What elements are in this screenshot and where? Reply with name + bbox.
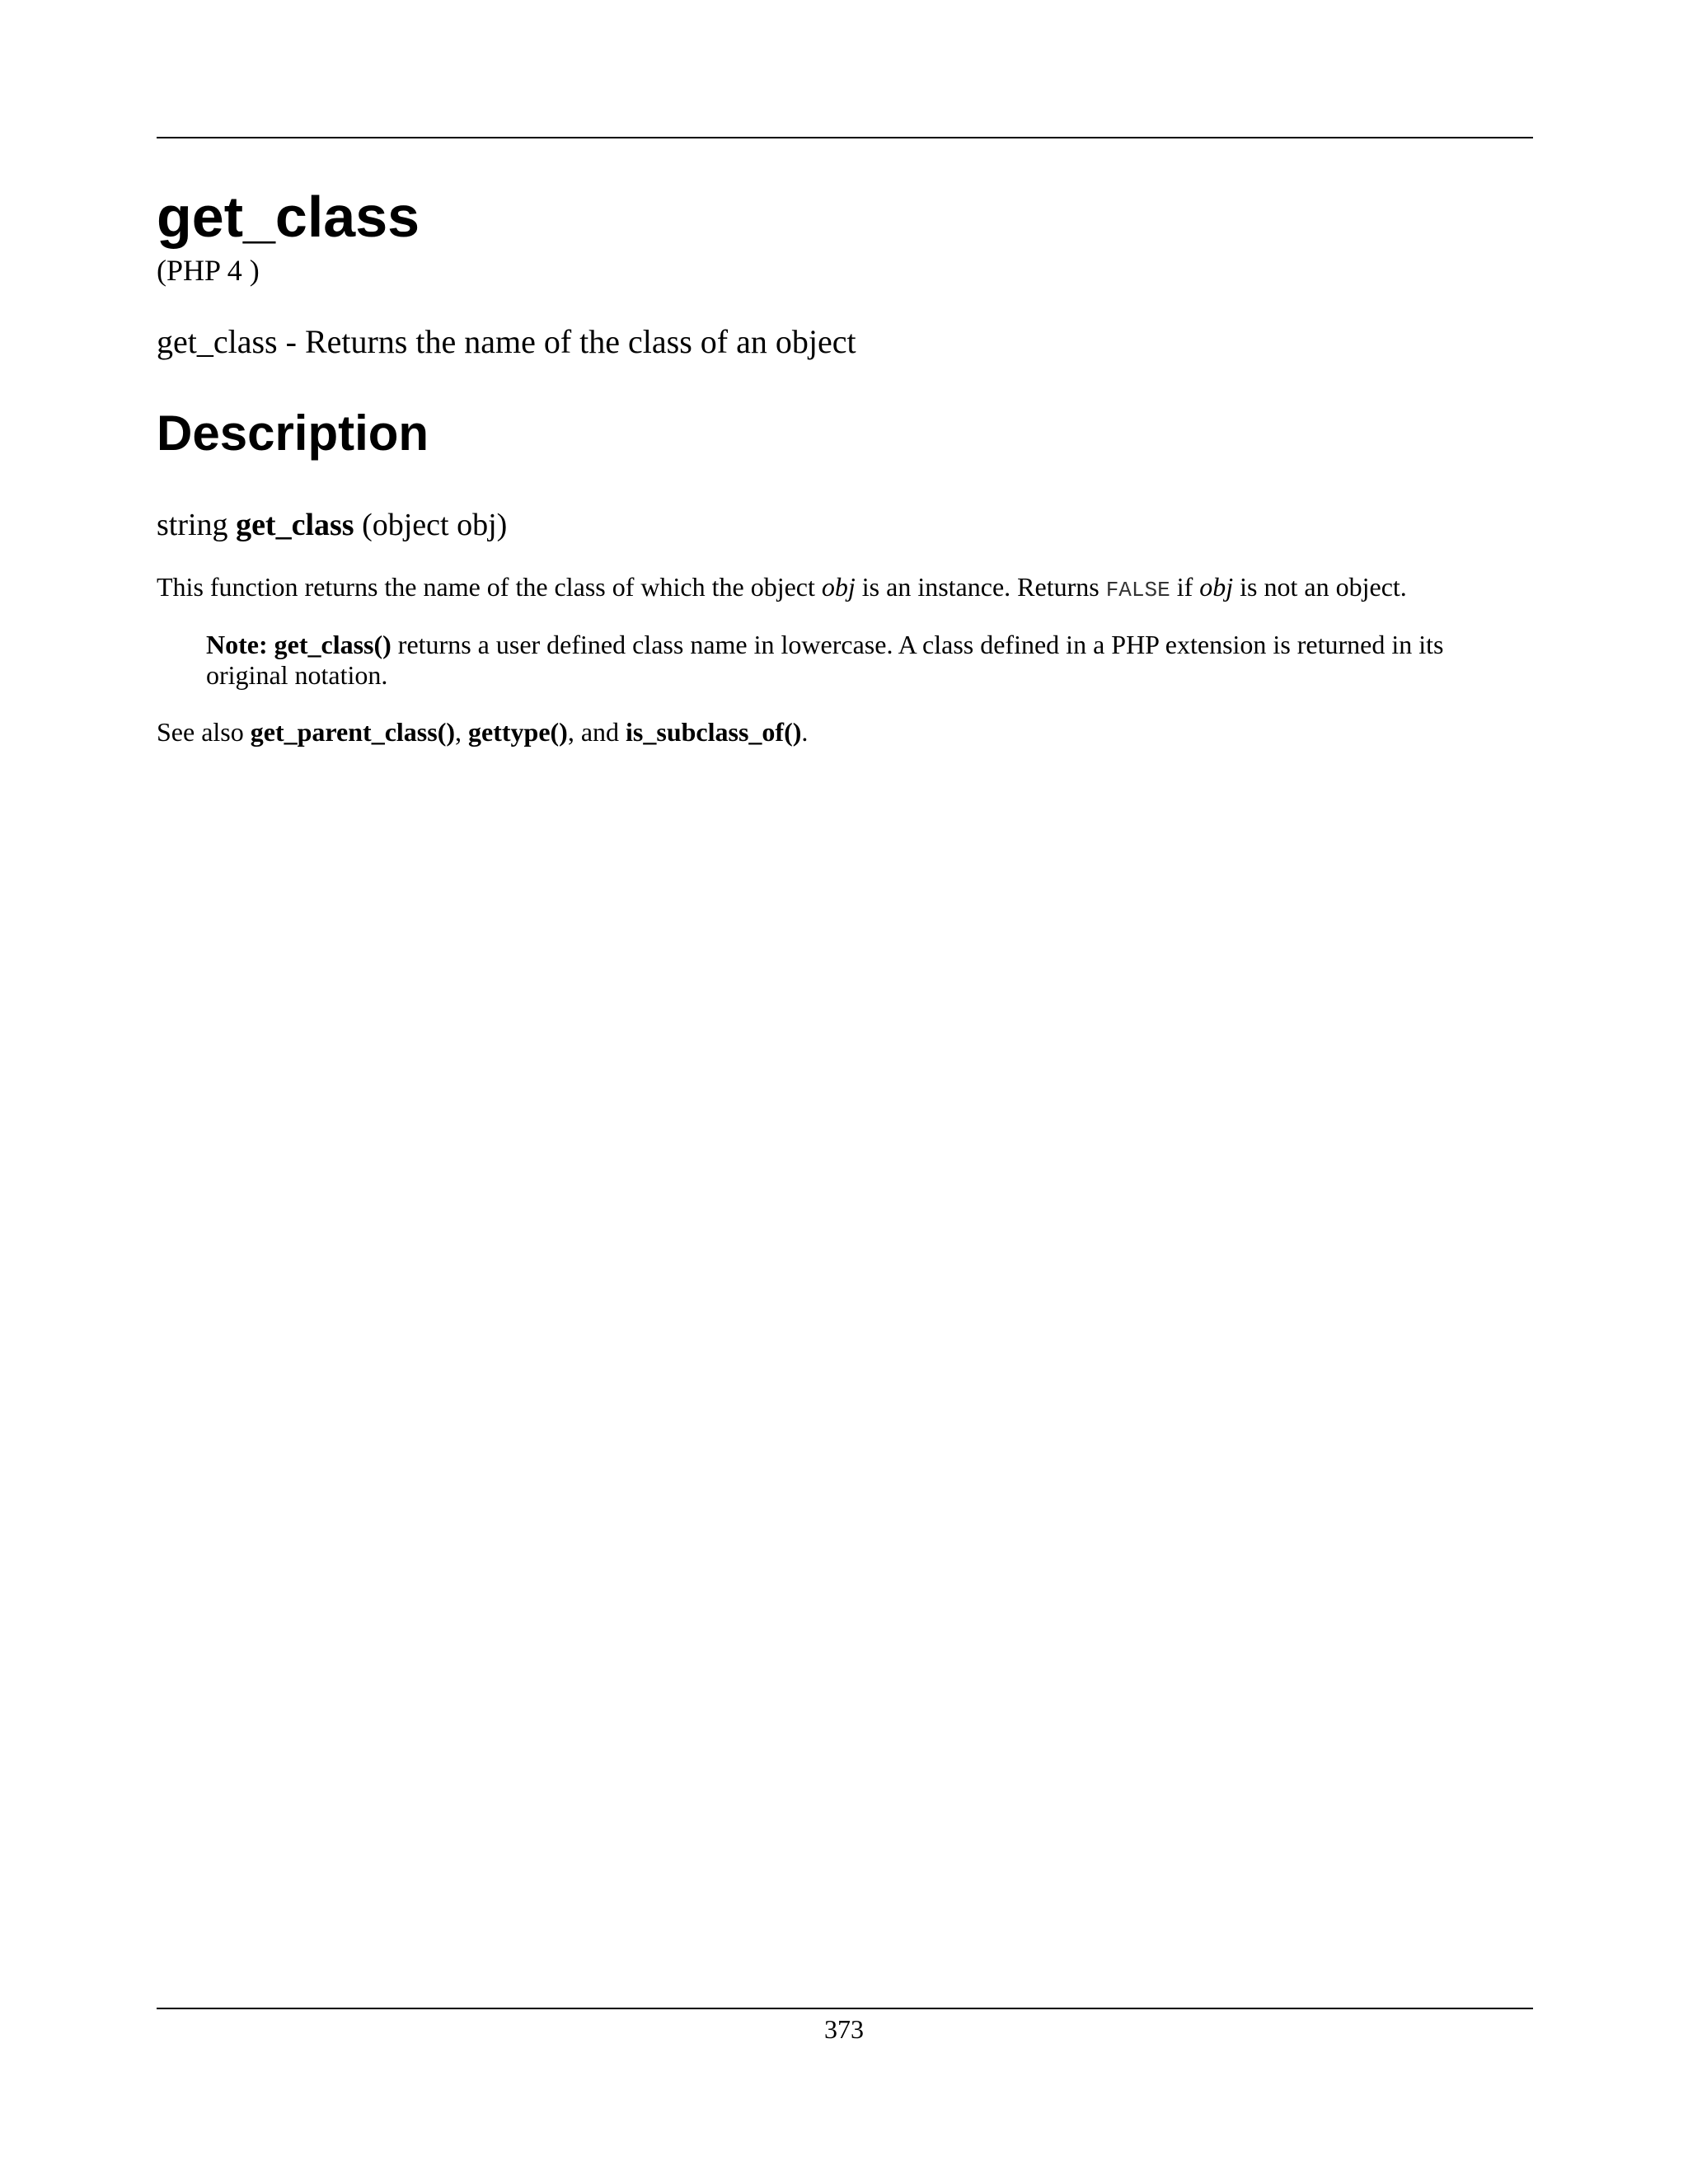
see-also-separator: , [455,717,468,747]
note-function-name: get_class() [274,630,392,659]
see-also-separator: , and [567,717,626,747]
param-obj: obj [1199,572,1234,602]
footer-rule [157,2008,1533,2009]
description-text: This function returns the name of the class of which the object [157,572,822,602]
description-text: if [1170,572,1200,602]
param-obj: obj [821,572,856,602]
description-text: is not an object. [1233,572,1407,602]
description-paragraph [157,572,1541,603]
description-text: is an instance. Returns [855,572,1106,602]
page-number: 373 [824,2014,864,2044]
function-purpose: get_class - Returns the name of the class of an object [157,323,856,360]
return-type: string [157,508,228,542]
function-name: get_class [236,508,354,542]
page-title: get_class [157,185,420,249]
header-rule [157,137,1533,138]
link-is-subclass-of[interactable]: is_subclass_of() [626,717,802,747]
false-constant: FALSE [1105,578,1170,602]
link-get-parent-class[interactable]: get_parent_class() [250,717,455,747]
note-text: returns a user defined class name in lowercase. A class defined in a PHP extension is returned in its original notation. [206,630,1444,690]
description-heading: Description [157,405,429,461]
note-label: Note: [206,630,268,659]
see-also-suffix: . [801,717,809,747]
version-info: (PHP 4 ) [157,254,260,287]
note-block [206,630,1492,691]
link-gettype[interactable]: gettype() [468,717,568,747]
function-params: (object obj) [362,508,508,542]
function-synopsis [157,508,507,544]
see-also-prefix: See also [157,717,251,747]
see-also-paragraph [157,717,1541,748]
